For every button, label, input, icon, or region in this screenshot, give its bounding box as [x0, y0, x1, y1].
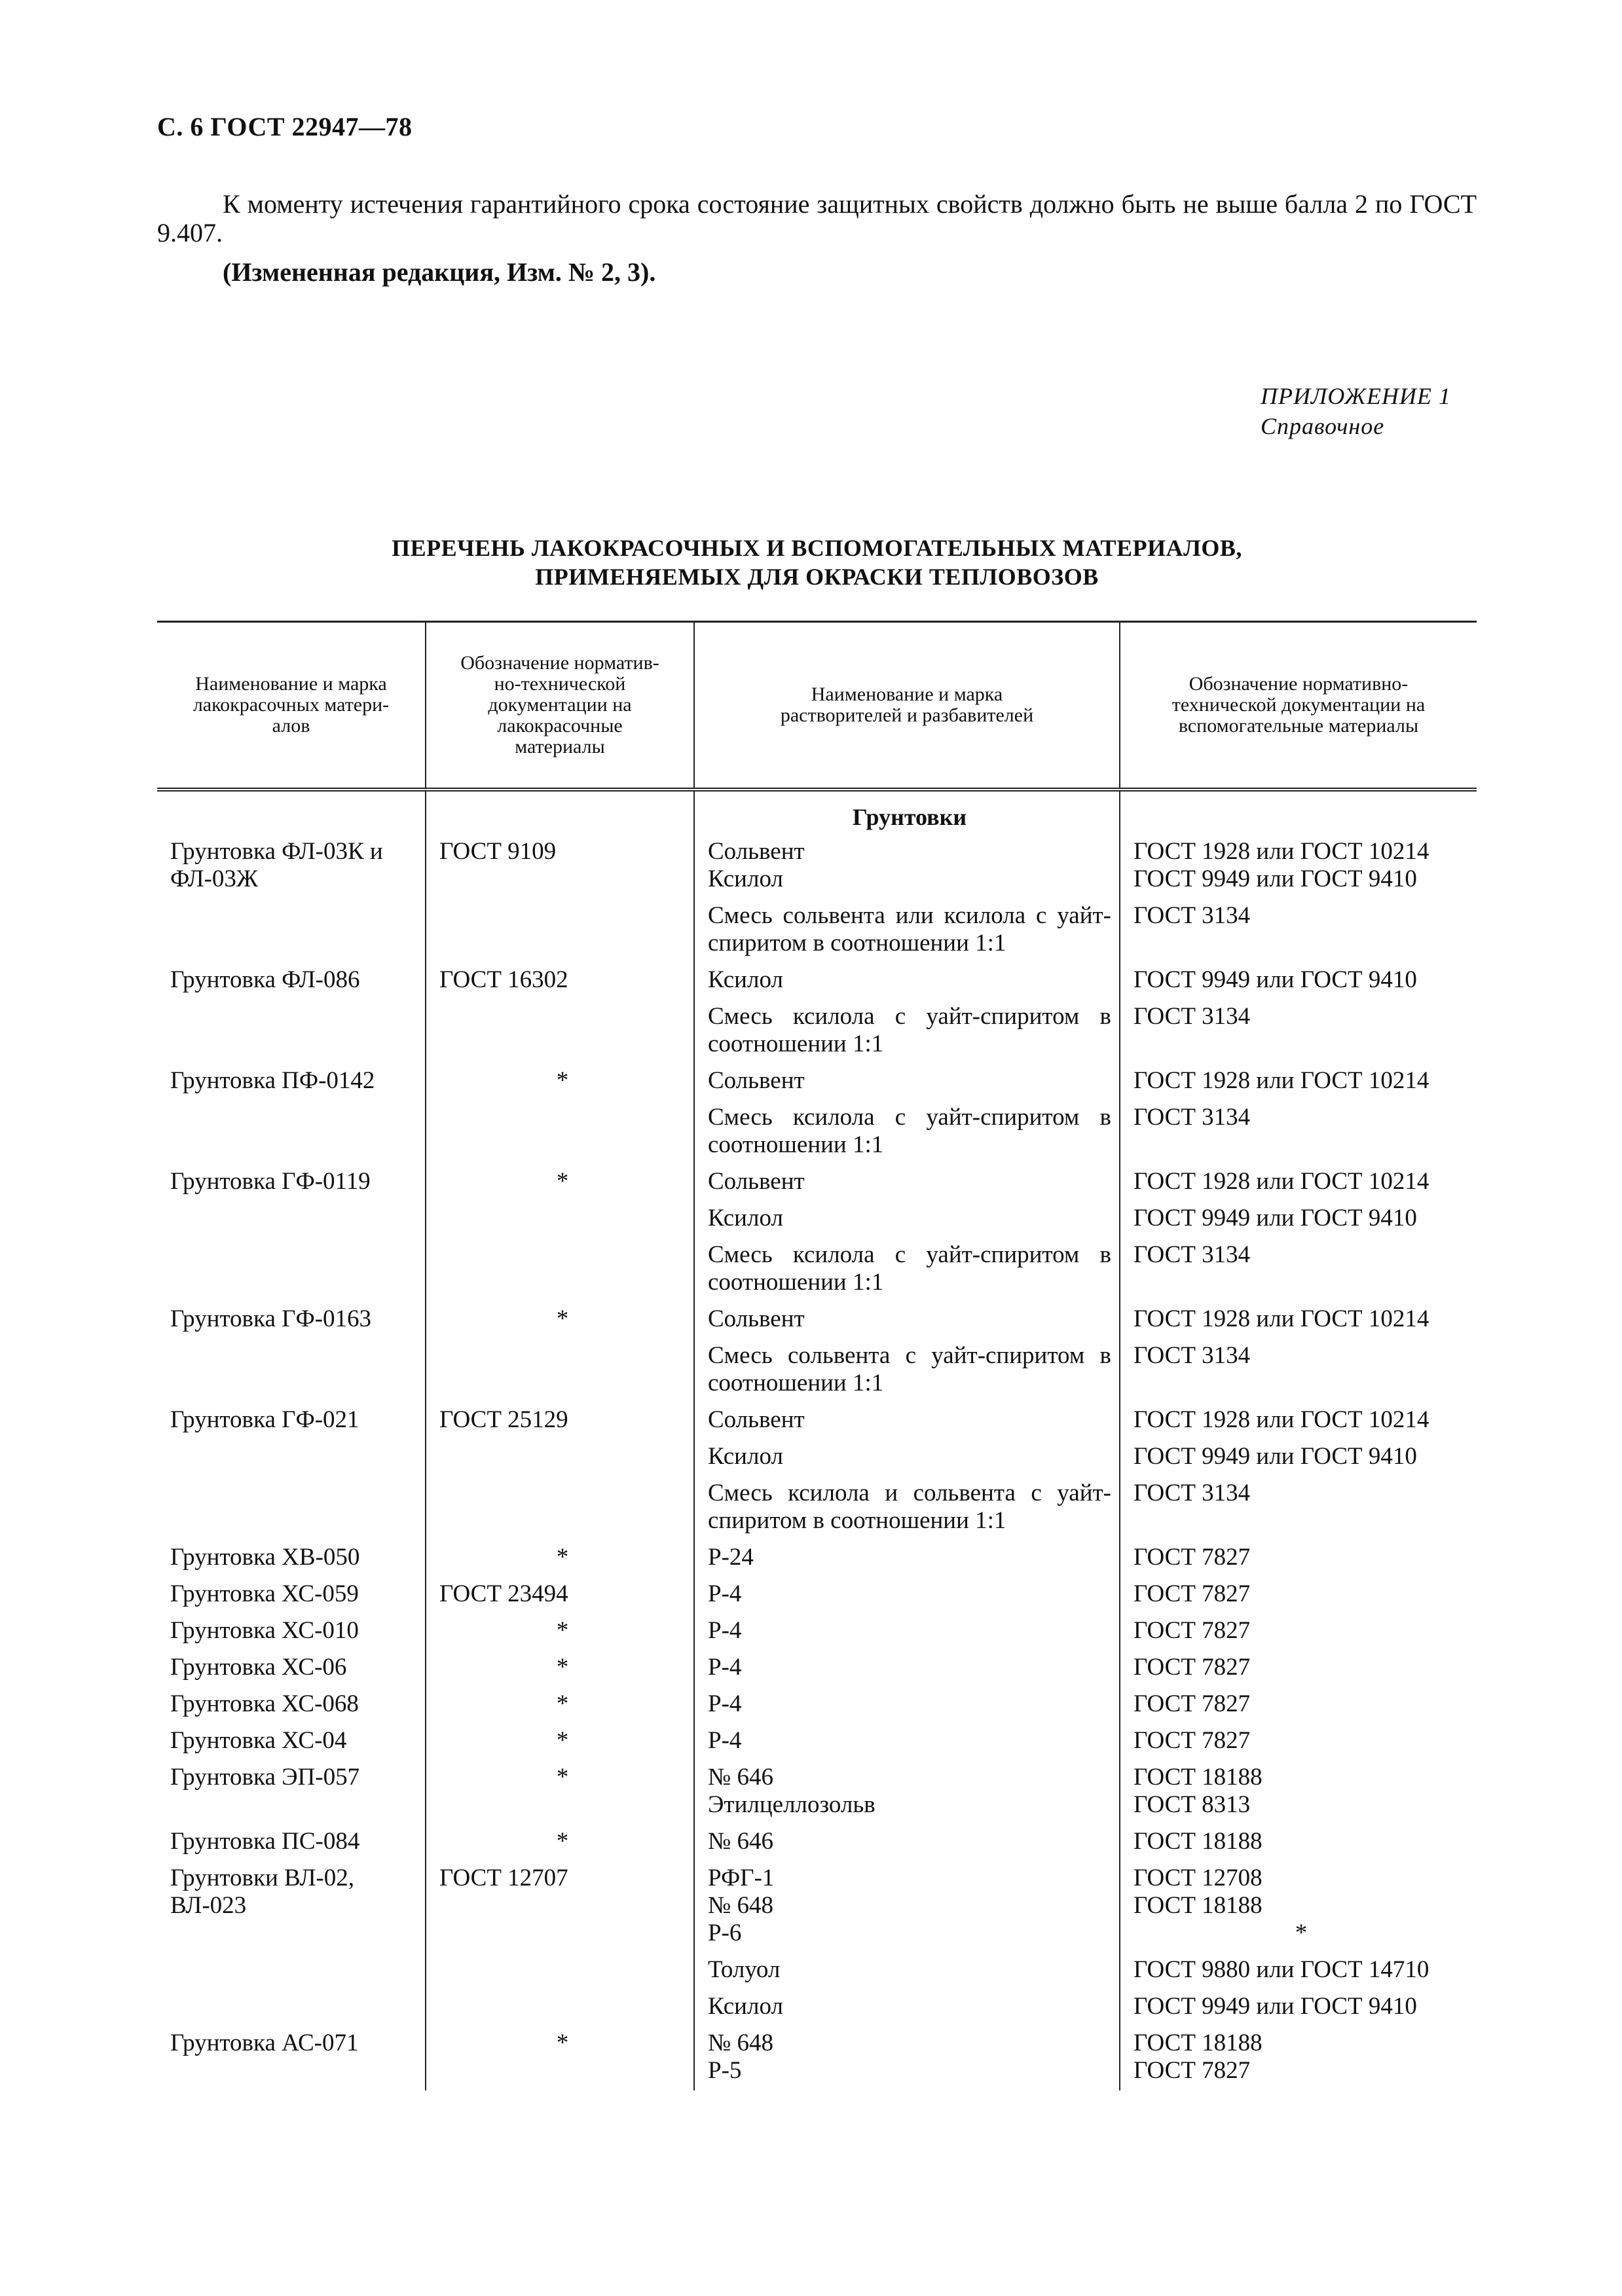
aux-doc-line: ГОСТ 1928 или ГОСТ 10214: [1134, 1406, 1429, 1433]
header-text-line: но-технической: [494, 673, 626, 695]
table-row: [157, 2026, 1477, 2090]
header-text-line: вспомогательные материалы: [1178, 715, 1419, 737]
paint-material-cell: Грунтовка ПФ-0142: [170, 1067, 375, 1094]
paint-doc-cell: [426, 1201, 694, 1238]
solvent-line: Ксилол: [708, 1205, 783, 1231]
solvent-line: Сольвент: [708, 1067, 805, 1094]
paint-doc-cell: [426, 1953, 694, 1990]
paint-material-cell: [157, 1953, 426, 1990]
paint-material-cell: [157, 1101, 426, 1165]
aux-doc-line: ГОСТ 18188: [1134, 1828, 1263, 1855]
aux-doc-cell: [1120, 1165, 1477, 1201]
header-text-line: растворителей и разбавителей: [780, 704, 1034, 726]
table-row: [157, 963, 1477, 1000]
intro-paragraph: К моменту истечения гарантийного срока состояние защитных свойств должно быть не выше балла 2 по ГОСТ 9.407.: [157, 189, 1477, 247]
solvent-cell: [694, 1724, 1120, 1760]
paint-doc-cell: *: [426, 1825, 694, 1861]
paint-material-cell: Грунтовка ХС-059: [170, 1580, 359, 1607]
solvent-cell: [694, 1760, 1120, 1825]
solvent-line: № 648: [708, 2030, 774, 2056]
table-row: [157, 1577, 1477, 1614]
solvent-cell: [694, 1577, 1120, 1614]
table-row: [157, 1101, 1477, 1165]
page-header: С. 6 ГОСТ 22947—78: [157, 112, 413, 141]
solvent-cell: [694, 1339, 1120, 1403]
aux-doc-cell: [1120, 2026, 1477, 2090]
solvent-cell: [694, 1101, 1120, 1165]
solvent-line: № 646: [708, 1828, 774, 1855]
header-text-line: Наименование и марка: [195, 673, 387, 695]
paint-doc-cell: *: [426, 2026, 694, 2090]
paint-doc-cell: [426, 1238, 694, 1302]
solvent-line: Сольвент: [708, 1305, 805, 1332]
appendix-type: Справочное: [1261, 413, 1385, 439]
aux-doc-cell: [1120, 1650, 1477, 1687]
aux-doc-cell: [1120, 1476, 1477, 1540]
aux-doc-line: ГОСТ 1928 или ГОСТ 10214: [1134, 1067, 1429, 1094]
table-row: [157, 1000, 1477, 1064]
aux-doc-cell: [1120, 1238, 1477, 1302]
solvent-line: РФГ-1: [708, 1865, 775, 1891]
table-row: [157, 1650, 1477, 1687]
paint-material-cell: [157, 1440, 426, 1476]
column-header-paint-materials: [157, 622, 426, 790]
aux-doc-line: ГОСТ 9880 или ГОСТ 14710: [1134, 1956, 1429, 1983]
solvent-cell: [694, 1825, 1120, 1861]
paint-material-cell: [157, 899, 426, 963]
aux-doc-line: *: [1295, 1920, 1308, 1946]
paint-material-cell: Грунтовка ПС-084: [170, 1828, 360, 1855]
aux-doc-line: ГОСТ 1928 или ГОСТ 10214: [1134, 1305, 1429, 1332]
aux-doc-cell: [1120, 1540, 1477, 1577]
solvent-cell: [694, 1238, 1120, 1302]
solvent-cell: [694, 1650, 1120, 1687]
solvent-line: Р-24: [708, 1544, 754, 1571]
paint-material-cell: Грунтовки ВЛ-02, ВЛ-023: [170, 1865, 354, 1919]
solvent-line: № 646: [708, 1764, 774, 1791]
paint-doc-cell: ГОСТ 23494: [426, 1577, 694, 1614]
paint-material-cell: [157, 1339, 426, 1403]
aux-doc-line: ГОСТ 1928 или ГОСТ 10214: [1134, 838, 1429, 865]
aux-doc-cell: [1120, 1302, 1477, 1339]
column-header-solvents: [694, 622, 1120, 790]
paint-material-cell: [157, 1476, 426, 1540]
table-row: [157, 1687, 1477, 1724]
paint-material-cell: Грунтовка ХС-04: [170, 1727, 347, 1754]
table-title-line-2: ПРИМЕНЯЕМЫХ ДЛЯ ОКРАСКИ ТЕПЛОВОЗОВ: [535, 564, 1099, 590]
solvent-cell: [694, 1000, 1120, 1064]
solvent-line: Сольвент: [708, 1168, 805, 1195]
paint-material-cell: [157, 1000, 426, 1064]
table-row: [157, 899, 1477, 963]
aux-doc-line: ГОСТ 9949 или ГОСТ 9410: [1134, 866, 1417, 892]
table-row: [157, 1861, 1477, 1953]
solvent-cell: [694, 1540, 1120, 1577]
paint-material-cell: Грунтовка ГФ-021: [170, 1406, 359, 1433]
paint-doc-cell: *: [426, 1650, 694, 1687]
aux-doc-line: ГОСТ 18188: [1134, 2030, 1263, 2056]
solvent-cell: [694, 1953, 1120, 1990]
table-row: [157, 1953, 1477, 1990]
aux-doc-cell: [1120, 1201, 1477, 1238]
aux-doc-cell: [1120, 1760, 1477, 1825]
paint-doc-cell: ГОСТ 9109: [426, 835, 694, 899]
aux-doc-line: ГОСТ 1928 или ГОСТ 10214: [1134, 1168, 1429, 1195]
table-row: [157, 1238, 1477, 1302]
aux-doc-cell: [1120, 1687, 1477, 1724]
column-header-aux-docs: [1120, 622, 1477, 790]
paint-doc-cell: *: [426, 1687, 694, 1724]
table-row: [157, 1201, 1477, 1238]
header-text-line: Обозначение нормативно-: [1189, 673, 1409, 695]
paint-material-cell: Грунтовка ХС-068: [170, 1690, 359, 1717]
paint-doc-cell: [426, 1476, 694, 1540]
solvent-cell: [694, 1302, 1120, 1339]
solvent-line: Толуол: [708, 1956, 781, 1983]
aux-doc-cell: [1120, 1825, 1477, 1861]
paint-doc-cell: *: [426, 1614, 694, 1650]
solvent-line: Смесь ксилола с уайт-спиритом в соотношении 1:1: [708, 1241, 1111, 1296]
aux-doc-cell: [1120, 1953, 1477, 1990]
solvent-line: Ксилол: [708, 966, 783, 993]
section-row: [157, 790, 1477, 835]
header-text-line: материалы: [515, 736, 605, 757]
solvent-line: Смесь ксилола и сольвента с уайт-спиритом в соотношении 1:1: [708, 1480, 1111, 1534]
aux-doc-line: ГОСТ 7827: [1134, 1654, 1251, 1681]
solvent-cell: [694, 1614, 1120, 1650]
aux-doc-line: ГОСТ 8313: [1134, 1791, 1251, 1818]
aux-doc-cell: [1120, 1403, 1477, 1440]
aux-doc-cell: [1120, 1440, 1477, 1476]
solvent-line: Сольвент: [708, 838, 805, 865]
paint-doc-cell: [426, 1440, 694, 1476]
aux-doc-line: ГОСТ 12708: [1134, 1865, 1263, 1891]
paint-doc-cell: [426, 1990, 694, 2026]
paint-material-cell: Грунтовка АС-071: [170, 2030, 359, 2056]
paint-material-cell: Грунтовка ГФ-0119: [170, 1168, 371, 1195]
paint-material-cell: Грунтовка ХС-010: [170, 1617, 359, 1644]
paint-material-cell: Грунтовка ХС-06: [170, 1654, 347, 1681]
aux-doc-line: ГОСТ 9949 или ГОСТ 9410: [1134, 1993, 1417, 2020]
aux-doc-line: ГОСТ 3134: [1134, 1241, 1251, 1268]
solvent-line: Р-5: [708, 2057, 742, 2084]
table-row: [157, 1990, 1477, 2026]
paint-doc-cell: *: [426, 1064, 694, 1101]
table-row: [157, 1339, 1477, 1403]
aux-doc-cell: [1120, 1339, 1477, 1403]
solvent-line: № 648: [708, 1892, 774, 1919]
aux-doc-line: ГОСТ 18188: [1134, 1764, 1263, 1791]
table-row: [157, 1302, 1477, 1339]
table-title-line-1: ПЕРЕЧЕНЬ ЛАКОКРАСОЧНЫХ И ВСПОМОГАТЕЛЬНЫХ МАТЕРИАЛОВ,: [392, 535, 1242, 561]
solvent-cell: [694, 899, 1120, 963]
header-text-line: лакокрасочные: [497, 715, 623, 737]
appendix-label-block: [1261, 381, 1451, 441]
aux-doc-line: ГОСТ 7827: [1134, 1617, 1251, 1644]
solvent-cell: [694, 2026, 1120, 2090]
paint-doc-cell: ГОСТ 12707: [426, 1861, 694, 1953]
aux-doc-line: ГОСТ 3134: [1134, 1342, 1251, 1369]
aux-doc-line: ГОСТ 9949 или ГОСТ 9410: [1134, 1205, 1417, 1231]
aux-doc-line: ГОСТ 7827: [1134, 1544, 1251, 1571]
aux-doc-line: ГОСТ 9949 или ГОСТ 9410: [1134, 966, 1417, 993]
solvent-cell: [694, 1201, 1120, 1238]
appendix-label: ПРИЛОЖЕНИЕ 1: [1261, 383, 1451, 409]
solvent-line: Смесь сольвента с уайт-спиритом в соотношении 1:1: [708, 1342, 1111, 1396]
paint-material-cell: Грунтовка ГФ-0163: [170, 1305, 372, 1332]
aux-doc-cell: [1120, 1861, 1477, 1953]
paint-doc-cell: [426, 1339, 694, 1403]
solvent-cell: [694, 1064, 1120, 1101]
solvent-cell: [694, 963, 1120, 1000]
table-row: [157, 1064, 1477, 1101]
paint-doc-cell: [426, 899, 694, 963]
aux-doc-cell: [1120, 963, 1477, 1000]
aux-doc-line: ГОСТ 7827: [1134, 1580, 1251, 1607]
solvent-line: Смесь ксилола с уайт-спиритом в соотношении 1:1: [708, 1104, 1111, 1158]
paint-doc-cell: ГОСТ 25129: [426, 1403, 694, 1440]
solvent-line: Р-6: [708, 1920, 742, 1946]
paint-doc-cell: [426, 1000, 694, 1064]
aux-doc-cell: [1120, 1724, 1477, 1760]
paint-material-cell: [157, 1990, 426, 2026]
table-row: [157, 1760, 1477, 1825]
paint-material-cell: Грунтовка ХВ-050: [170, 1544, 360, 1571]
table-title: [157, 534, 1477, 591]
aux-doc-line: ГОСТ 3134: [1134, 1480, 1251, 1506]
solvent-cell: [694, 835, 1120, 899]
solvent-line: Р-4: [708, 1727, 742, 1754]
table-row: [157, 1724, 1477, 1760]
aux-doc-line: ГОСТ 18188: [1134, 1892, 1263, 1919]
paint-material-cell: [157, 1238, 426, 1302]
aux-doc-cell: [1120, 1064, 1477, 1101]
paint-doc-cell: *: [426, 1165, 694, 1201]
header-text-line: лакокрасочных матери-: [193, 694, 390, 716]
solvent-line: Смесь ксилола с уайт-спиритом в соотношении 1:1: [708, 1003, 1111, 1057]
solvent-cell: [694, 1990, 1120, 2026]
header-text-line: технической документации на: [1171, 694, 1426, 716]
aux-doc-cell: [1120, 1101, 1477, 1165]
paint-doc-cell: *: [426, 1724, 694, 1760]
aux-doc-line: ГОСТ 3134: [1134, 1003, 1251, 1030]
table-row: [157, 835, 1477, 899]
aux-doc-line: ГОСТ 7827: [1134, 2057, 1251, 2084]
aux-doc-cell: [1120, 1990, 1477, 2026]
aux-doc-cell: [1120, 835, 1477, 899]
solvent-cell: [694, 1861, 1120, 1953]
paint-doc-cell: *: [426, 1760, 694, 1825]
aux-doc-line: ГОСТ 7827: [1134, 1690, 1251, 1717]
paint-doc-cell: *: [426, 1302, 694, 1339]
paint-doc-cell: ГОСТ 16302: [426, 963, 694, 1000]
paint-doc-cell: [426, 1101, 694, 1165]
table-row: [157, 1614, 1477, 1650]
aux-doc-line: ГОСТ 3134: [1134, 1104, 1251, 1131]
materials-table: [157, 621, 1477, 2090]
header-text-line: Наименование и марка: [811, 683, 1003, 705]
header-text-line: документации на: [488, 694, 632, 716]
solvent-cell: [694, 1403, 1120, 1440]
aux-doc-line: ГОСТ 9949 или ГОСТ 9410: [1134, 1443, 1417, 1470]
solvent-line: Этилцеллозольв: [708, 1791, 876, 1818]
aux-doc-cell: [1120, 1000, 1477, 1064]
aux-doc-line: ГОСТ 3134: [1134, 902, 1251, 929]
table-row: [157, 1825, 1477, 1861]
table-row: [157, 1440, 1477, 1476]
paint-material-cell: Грунтовка ЭП-057: [170, 1764, 360, 1791]
table-row: [157, 1540, 1477, 1577]
solvent-line: Р-4: [708, 1580, 742, 1607]
header-text-line: алов: [272, 715, 310, 737]
paint-material-cell: Грунтовка ФЛ-086: [170, 966, 360, 993]
solvent-line: Р-4: [708, 1654, 742, 1681]
table-header-row: [157, 622, 1477, 790]
solvent-cell: [694, 1165, 1120, 1201]
solvent-cell: [694, 1476, 1120, 1540]
table-row: [157, 1476, 1477, 1540]
section-title: Грунтовки: [694, 790, 1120, 835]
aux-doc-cell: [1120, 1577, 1477, 1614]
paint-material-cell: [157, 1201, 426, 1238]
amendment-note: (Измененная редакция, Изм. № 2, 3).: [223, 257, 656, 287]
aux-doc-line: ГОСТ 7827: [1134, 1727, 1251, 1754]
solvent-line: Р-4: [708, 1617, 742, 1644]
solvent-line: Смесь сольвента или ксилола с уайт-спиритом в соотношении 1:1: [708, 902, 1111, 957]
header-text-line: Обозначение норматив-: [460, 652, 659, 674]
solvent-line: Сольвент: [708, 1406, 805, 1433]
solvent-cell: [694, 1440, 1120, 1476]
aux-doc-cell: [1120, 899, 1477, 963]
solvent-cell: [694, 1687, 1120, 1724]
solvent-line: Ксилол: [708, 866, 783, 892]
column-header-paint-docs: [426, 622, 694, 790]
solvent-line: Ксилол: [708, 1993, 783, 2020]
solvent-line: Р-4: [708, 1690, 742, 1717]
paint-doc-cell: *: [426, 1540, 694, 1577]
solvent-line: Ксилол: [708, 1443, 783, 1470]
table-row: [157, 1403, 1477, 1440]
aux-doc-cell: [1120, 1614, 1477, 1650]
paint-material-cell: Грунтовка ФЛ-03К и ФЛ-03Ж: [170, 838, 383, 892]
table-row: [157, 1165, 1477, 1201]
